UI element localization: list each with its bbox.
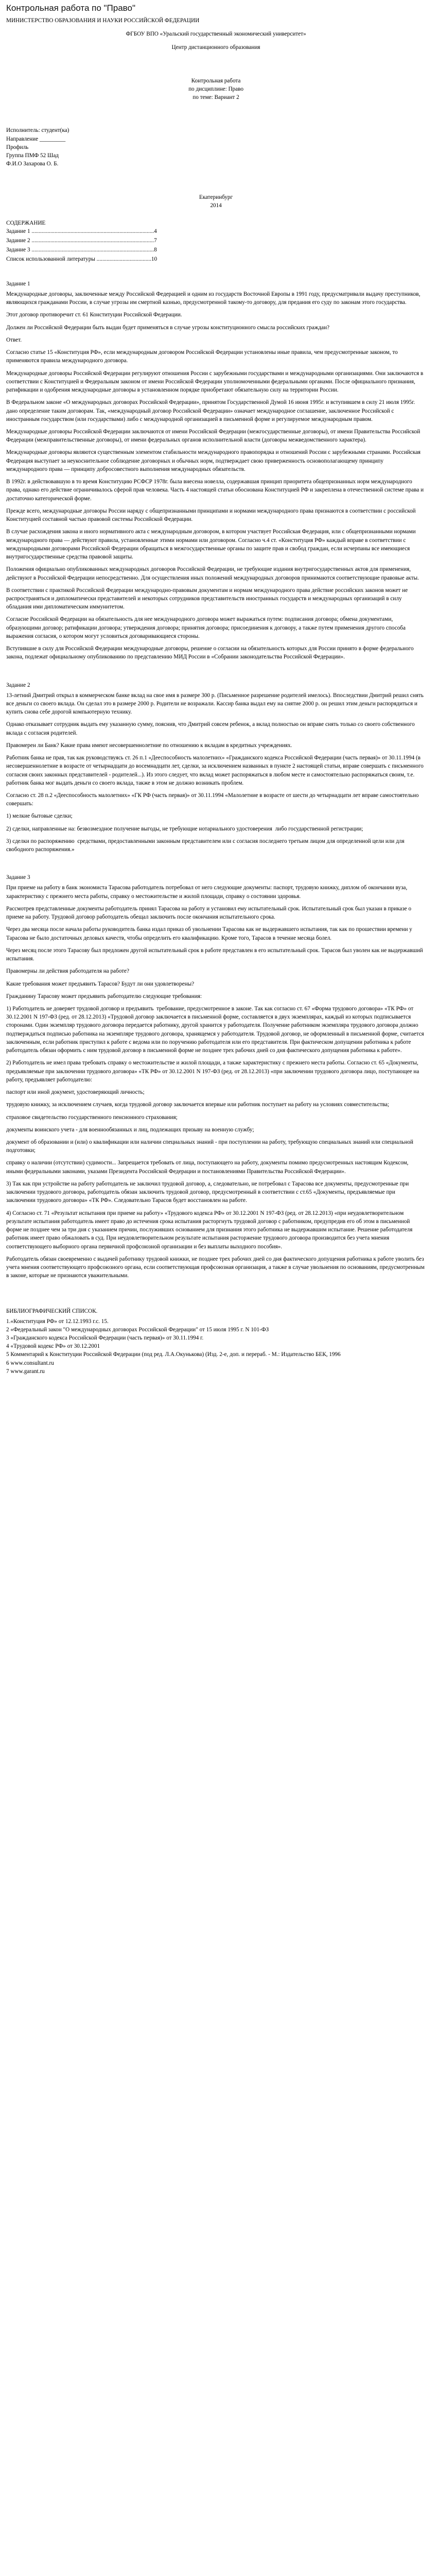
task3-paragraph: документы воинского учета - для военнообязанных и лиц, подлежащих призыву на военную службу; bbox=[6, 1126, 254, 1133]
task2-body bbox=[6, 691, 426, 854]
task2-paragraph: Однако отказывает сотрудник выдать ему указанную сумму, пояснив, что Дмитрий совсем ребенок, а вклад полностью он вправе снять только со своего собственного вклада с согласия родителей. bbox=[6, 721, 416, 736]
task1-paragraph: Международные договоры являются существенным элементом стабильности международного правопорядка и отношений России с зарубежными странами. Российская Федерация выступает за неукоснительное соблюдение договорных и обычных норм, подтверждает свою приверженность основополагающему принципу международного права — принципу добросовестного выполнения международных обязательств. bbox=[6, 449, 422, 472]
task3-paragraph: страховое свидетельство государственного пенсионного страхования; bbox=[6, 1114, 178, 1121]
task3-paragraph: Рассмотрев представленные документы работодатель принял Тарасова на работу и установил ему испытательный срок. Испытательный срок был указан в приказе о приеме на работу. Трудовой договор работодатель обещал заключить после окончания испытательного срока. bbox=[6, 905, 413, 921]
task3-paragraph: Правомерны ли действия работодателя на работе? bbox=[6, 968, 129, 975]
task2-paragraph: Правомерен ли Банк? Какие права имеют несовершеннолетние по отношению к вкладам в кредитных учреждениях. bbox=[6, 742, 292, 749]
city-line: Екатеринбург bbox=[199, 194, 233, 200]
task3-body bbox=[6, 884, 426, 1280]
contents-item: Список использованной литературы ......................................10 bbox=[6, 256, 158, 263]
bibliography-heading: БИБЛИОГРАФИЧЕСКИЙ СПИСОК. bbox=[6, 1308, 98, 1314]
task3-paragraph: 1) Работодатель не доверяет трудовой договор и предъявить требование, предусмотренное в законе. Так как согласно ст. 67 «Форма трудового договора» «ТК РФ» от 30.12.2001 N 197-ФЗ (ред. от 28.12.2013) «Трудовой договор заключается в письменной форме, составляется в двух экземплярах, каждый из которых подписывается сторонами. Один экземпляр трудового договора передается работнику, другой хранится у работодателя. Получение работником экземпляра трудового договора должно подтверждаться подписью работника на экземпляре трудового договора, хранящемся у работодателя. Трудовой договор, не оформленный в письменной форме, считается заключенным, если работник приступил к работе с ведома или по поручению работодателя или его представителя. При фактическом допущении работника к работе работодатель обязан оформить с ним трудовой договор в письменной форме не позднее трех рабочих дней со дня фактического допущения работника к работе». bbox=[6, 1005, 426, 1054]
task3-paragraph: трудовую книжку, за исключением случаев, когда трудовой договор заключается впервые или работник поступает на работу на условиях совместительства; bbox=[6, 1101, 389, 1108]
task3-paragraph: 3) Так как при устройстве на работу работодатель не заключил трудовой договор, а, следовательно, не потребовал с Тарасова все документы, предусмотренные при заключении трудового договора, работодатель обязан заключить трудовой договор, предусмотренный в соответствии с ст.65 «Документы, предъявляемые при заключении трудового договора» «ТК РФ». Следовательно Тарасов будет восстановлен на работе. bbox=[6, 1180, 410, 1204]
task2-heading: Задание 2 bbox=[6, 682, 30, 688]
task1-paragraph: В Федеральном законе «О международных договорах Российской Федерации», принятом Государственной Думой 16 июня 1995г. и вступившем в силу 21 июля 1995г. дано определение таким договорам. Так, «международный договор Российской Федерации» означает международное соглашение, заключенное Российской с иностранным государством (или государствами) либо с международной организацией в письменной форме и регулируемое международным правом. bbox=[6, 399, 416, 422]
task1-paragraph: Ответ. bbox=[6, 336, 22, 343]
task3-paragraph: 4) Согласно ст. 71 «Результат испытания при приеме на работу» «Трудового кодекса РФ» от 30.12.2001 N 197-ФЗ (ред. от 28.12.2013) «при неудовлетворительном результате испытания работодатель имеет право до истечения срока испытания расторгнуть трудовой договор с работником, предупредив его об этом в письменной форме не позднее чем за три дня с указанием причин, послуживших основанием для признания этого работника не выдержавшим испытание. Решение работодателя работник имеет право обжаловать в суд. При неудовлетворительном результате испытания расторжение трудового договора производится без учета мнения соответствующего выборного органа первичной профсоюзной организации и без выплаты выходного пособия». bbox=[6, 1210, 414, 1250]
task1-paragraph: Положения официально опубликованных международных договоров Российской Федерации, не требующие издания внутригосударственных актов для применения, действуют в Российской Федерации непосредственно. Для осуществления иных положений международных договоров принимаются соответствующие правовые акты. bbox=[6, 566, 419, 581]
bibliography-section bbox=[6, 1308, 426, 1376]
task1-body bbox=[6, 290, 426, 662]
task3-paragraph: Какие требования может предъявить Тарасов? Будут ли они удовлетворены? bbox=[6, 980, 195, 987]
bibliography-list bbox=[6, 1317, 426, 1376]
task3-paragraph: Через два месяца после начала работы руководитель банка издал приказ об увольнении Тарасова как не выдержавшего испытания, так как по прошествии времени у Тарасова не было достаточных деловых качеств, чтобы определить его квалификацию. Кроме того, Тарасов в течение месяца болел. bbox=[6, 926, 414, 941]
contents-item: Задание 2 .....................................................................................7 bbox=[6, 238, 157, 244]
document-title: Контрольная работа по "Право" bbox=[6, 3, 135, 13]
task1-paragraph: В соответствии с практикой Российской Федерации международно-правовым документам и нормам международного права действие российских законов может не распространяться и дипломатически представителей и некоторых сотрудников представительств иностранных государств и международных организаций в силу обладания ими дипломатическим иммунитетом. bbox=[6, 587, 409, 611]
task3-paragraph: Гражданину Тарасову может предъявить работодателю следующие требования: bbox=[6, 993, 202, 999]
task1-paragraph: В случае расхождения закона и иного нормативного акта с международным договором, в котором участвует Российская Федерация, или с общепризнанными нормами международного права — действуют правила, установленные этими нормами или договором. Согласно ч.4 ст. «Конституция РФ» каждый вправе в соответствии с международными договорами Российской Федерации обращаться в межгосударственные органы по защите прав и свобод граждан, если исчерпаны все имеющиеся внутригосударственные средства правовой защиты. bbox=[6, 529, 417, 561]
task1-paragraph: Согласно статье 15 «Конституция РФ», если международным договором Российской Федерации установлены иные правила, чем предусмотренные законом, то применяются правила международного договора. bbox=[6, 349, 399, 364]
task3-paragraph: паспорт или иной документ, удостоверяющий личность; bbox=[6, 1089, 145, 1096]
bibliography-item: 7 www.garant.ru bbox=[6, 1368, 45, 1375]
contents-item: Задание 1 .....................................................................................4 bbox=[6, 228, 157, 235]
task1-paragraph: Согласие Российской Федерации на обязательность для нее международного договора может выражаться путем: подписания договора; обмена документами, образующими договор; ратификации договора; утверждения договора; принятия договора; присоединения к договору, а также путем применения другого способа выражения согласия, о котором могут условиться договаривающиеся стороны. bbox=[6, 616, 407, 639]
task1-heading: Задание 1 bbox=[6, 280, 30, 287]
bibliography-item: 2 «Федеральный закон "О международных договорах Российской Федерации" от 15 июля 1995 г. N 101-ФЗ bbox=[6, 1326, 269, 1333]
task1-paragraph: Прежде всего, международные договоры России наряду с общепризнанными принципами и нормами международного права признаются в соответствии с российской Конституцией составной частью правовой системы Российской Федерации. bbox=[6, 507, 417, 523]
task2-paragraph: Согласно ст. 28 п.2 «Дееспособность малолетних» «ГК РФ (часть первая)» от 30.11.1994 «Малолетние в возрасте от шести до четырнадцати лет вправе самостоятельно совершать: bbox=[6, 792, 421, 807]
work-title: Контрольная работа bbox=[191, 77, 241, 84]
group-line: Группа ПМФ 52 Шад bbox=[6, 152, 59, 159]
ministry-heading: МИНИСТЕРСТВО ОБРАЗОВАНИЯ И НАУКИ РОССИЙСКОЙ ФЕДЕРАЦИИ bbox=[6, 18, 200, 24]
executor-line: Исполнитель: студент(ка) bbox=[6, 127, 69, 134]
task3-heading: Задание 3 bbox=[6, 874, 30, 881]
task1-paragraph: В 1992г. в действовавшую в то время Конституцию РСФСР 1978г. была внесена новелла, содержавшая принцип приоритета общепризнанных норм международного права, однако его действие ограничивалось сферой прав человека. Часть 4 настоящей статьи обоснована Конституцией РФ и закреплена в отечественной системе права и достаточно категорической форме. bbox=[6, 479, 425, 502]
bibliography-item: 3 «Гражданского кодекса Российской Федерации (часть первая)» от 30.11.1994 г. bbox=[6, 1335, 204, 1341]
task1-paragraph: Вступившие в силу для Российской Федерации международные договоры, решение о согласии на обязательность которых для России принято в форме федерального закона, подлежат официальному опубликованию по представлению МИД России в «Собрании законодательства Российской Федерации». bbox=[6, 646, 415, 660]
profile-line: Профиль bbox=[6, 144, 29, 150]
bibliography-item: 5 Комментарий к Конституции Российской Федерации (под ред. Л.А.Окунькова) (Изд. 2-е, доп. и перераб. - М.: Издательство БЕК, 1996 bbox=[6, 1351, 341, 1358]
task1-paragraph: Международные договоры, заключенные между Российской Федерацией и одним из государств Восточной Европы в 1991 году, предусматривали выдачу преступников, являющихся гражданами России, в случае угрозы им смертной казнью, предусмотренной такому-то договору, для предания его суду по законам этого государства. bbox=[6, 291, 422, 306]
task1-paragraph: Международные договоры Российской Федерации заключаются от имени Российской Федерации (межгосударственные договоры), от имени Правительства Российской Федерации (межправительственные договоры), от имени федеральных органов исполнительной власти (договоры межведомственного характера). bbox=[6, 429, 422, 444]
task3-paragraph: Работодатель обязан своевременно с выдачей работнику трудовой книжки, не позднее трех рабочих дней со дня фактического допущения работника к работе уволить без учета мнения соответствующего профсоюзного органа, если соответствующая профсоюзная организация, а также в случае увольнения по основаниям, предусмотренным в законе, которые не признаются уважительными. bbox=[6, 1256, 426, 1279]
task1-paragraph: Международные договоры Российской Федерации регулируют отношения России с зарубежными государствами и международными организациями. Они заключаются в соответствии с Конституцией и Федеральным законом от имени Российской Федерации уполномоченными федеральными органами. После официального признания, ратификации и одобрения международные договоры в установленном порядке приобретают обязательную силу на территории России. bbox=[6, 370, 425, 394]
task3-paragraph: Через месяц после этого Тарасову был предложен другой испытательный срок в работе представлен в его испытательный срок. Тарасов был уволен как не выдержавший испытания. bbox=[6, 947, 425, 962]
discipline-line: по дисциплине: Право bbox=[188, 86, 243, 92]
task2-paragraph: 2) сделки, направленные на: безвозмездное получение выгоды, не требующие нотариального удостоверения либо государственной регистрации; bbox=[6, 825, 363, 832]
bibliography-item: 6 www.consultant.ru bbox=[6, 1360, 54, 1366]
center-name: Центр дистанционного образования bbox=[171, 44, 260, 51]
task1-paragraph: Должен ли Российской Федерации быть выдан будет применяться в случае угрозы конституционного смысла российских граждан? bbox=[6, 324, 329, 331]
task2-section bbox=[6, 682, 426, 854]
year-line: 2014 bbox=[210, 202, 222, 209]
task3-paragraph: 2) Работодатель не имел права требовать справку о местожительстве и жилой площади, а также характеристику с прежнего места работы. Согласно ст. 65 «Документы, предъявляемые при заключении трудового договора» «ТК РФ» от 30.12.2001 N 197-ФЗ (ред. от 28.12.2013) «при заключении трудового договора лицо, поступающее на работу, предъявляет работодателю: bbox=[6, 1060, 421, 1083]
direction-line: Направление _________ bbox=[6, 135, 66, 142]
university-name: ФГБОУ ВПО «Уральский государственный экономический университет» bbox=[126, 31, 306, 38]
task1-section bbox=[6, 281, 426, 662]
fio-line: Ф.И.О Захарова О. Б. bbox=[6, 161, 59, 167]
task3-section bbox=[6, 874, 426, 1280]
task2-paragraph: 13-летний Дмитрий открыл в коммерческом банке вклад на свое имя в размере 300 р. (Письменное разрешение родителей имелось). Впоследствии Дмитрий решил снять все деньги со своего вклада. Он сделал это в размере 2000 р. Родители не возражали. Кассир банка выдал ему на снятие 2000 р. он решил этим деньги распорядиться и купить снова себе дорогой компьютерную технику. bbox=[6, 692, 425, 716]
bibliography-item: 4 «Трудовой кодекс РФ» от 30.12.2001 bbox=[6, 1343, 100, 1350]
bibliography-item: 1.«Конституция РФ» от 12.12.1993 г.с. 15. bbox=[6, 1318, 109, 1325]
topic-line: по теме: Вариант 2 bbox=[193, 94, 239, 101]
task2-paragraph: Работник банка не прав, так как руководствуясь ст. 26 п.1 «Дееспособность малолетних» «Гражданского кодекса Российской Федерации (часть первая)» от 30.11.1994 (в несовершеннолетние в возрасте от четырнадцати до восемнадцати лет, сделки, за исключением названных в пункте 2 настоящей статьи, вправе совершать с письменного согласия своих законных представителей - родителей...). Из этого следует, что вклад может распоряжаться в любом месте и самостоятельно распоряжаться своим, т.е. работник банка мог выдать деньги со своего вклада, также в этом не должно возникать проблем. bbox=[6, 755, 425, 786]
contents-list bbox=[6, 227, 426, 264]
task2-paragraph: 3) сделки по распоряжению средствами, предоставленными законным представителем или с согласия последнего третьим лицом для определенной цели или для свободного распоряжения.» bbox=[6, 838, 408, 853]
task3-paragraph: При приеме на работу в банк экономиста Тарасова работодатель потребовал от него следующие документы: паспорт, трудовую книжку, диплом об окончании вуза, характеристику с прежнего места работы, справку о местожительстве и жилой площади, справку о состоянии здоровья. bbox=[6, 885, 409, 900]
contents-item: Задание 3 .....................................................................................8 bbox=[6, 247, 157, 253]
task2-paragraph: 1) мелкие бытовые сделки; bbox=[6, 813, 73, 820]
task1-paragraph: Этот договор противоречит ст. 61 Конституции Российской Федерации. bbox=[6, 312, 182, 318]
task3-paragraph: документ об образовании и (или) о квалификации или наличии специальных знаний - при поступлении на работу, требующую специальных знаний или специальной подготовки; bbox=[6, 1139, 415, 1154]
contents-title: СОДЕРЖАНИЕ bbox=[6, 220, 46, 227]
task3-paragraph: справку о наличии (отсутствии) судимости... Запрещается требовать от лица, поступающего на работу, документы помимо предусмотренных настоящим Кодексом, иными федеральными законами, указами Президента Российской Федерации и постановлениями Правительства Российской Федерации». bbox=[6, 1160, 410, 1175]
